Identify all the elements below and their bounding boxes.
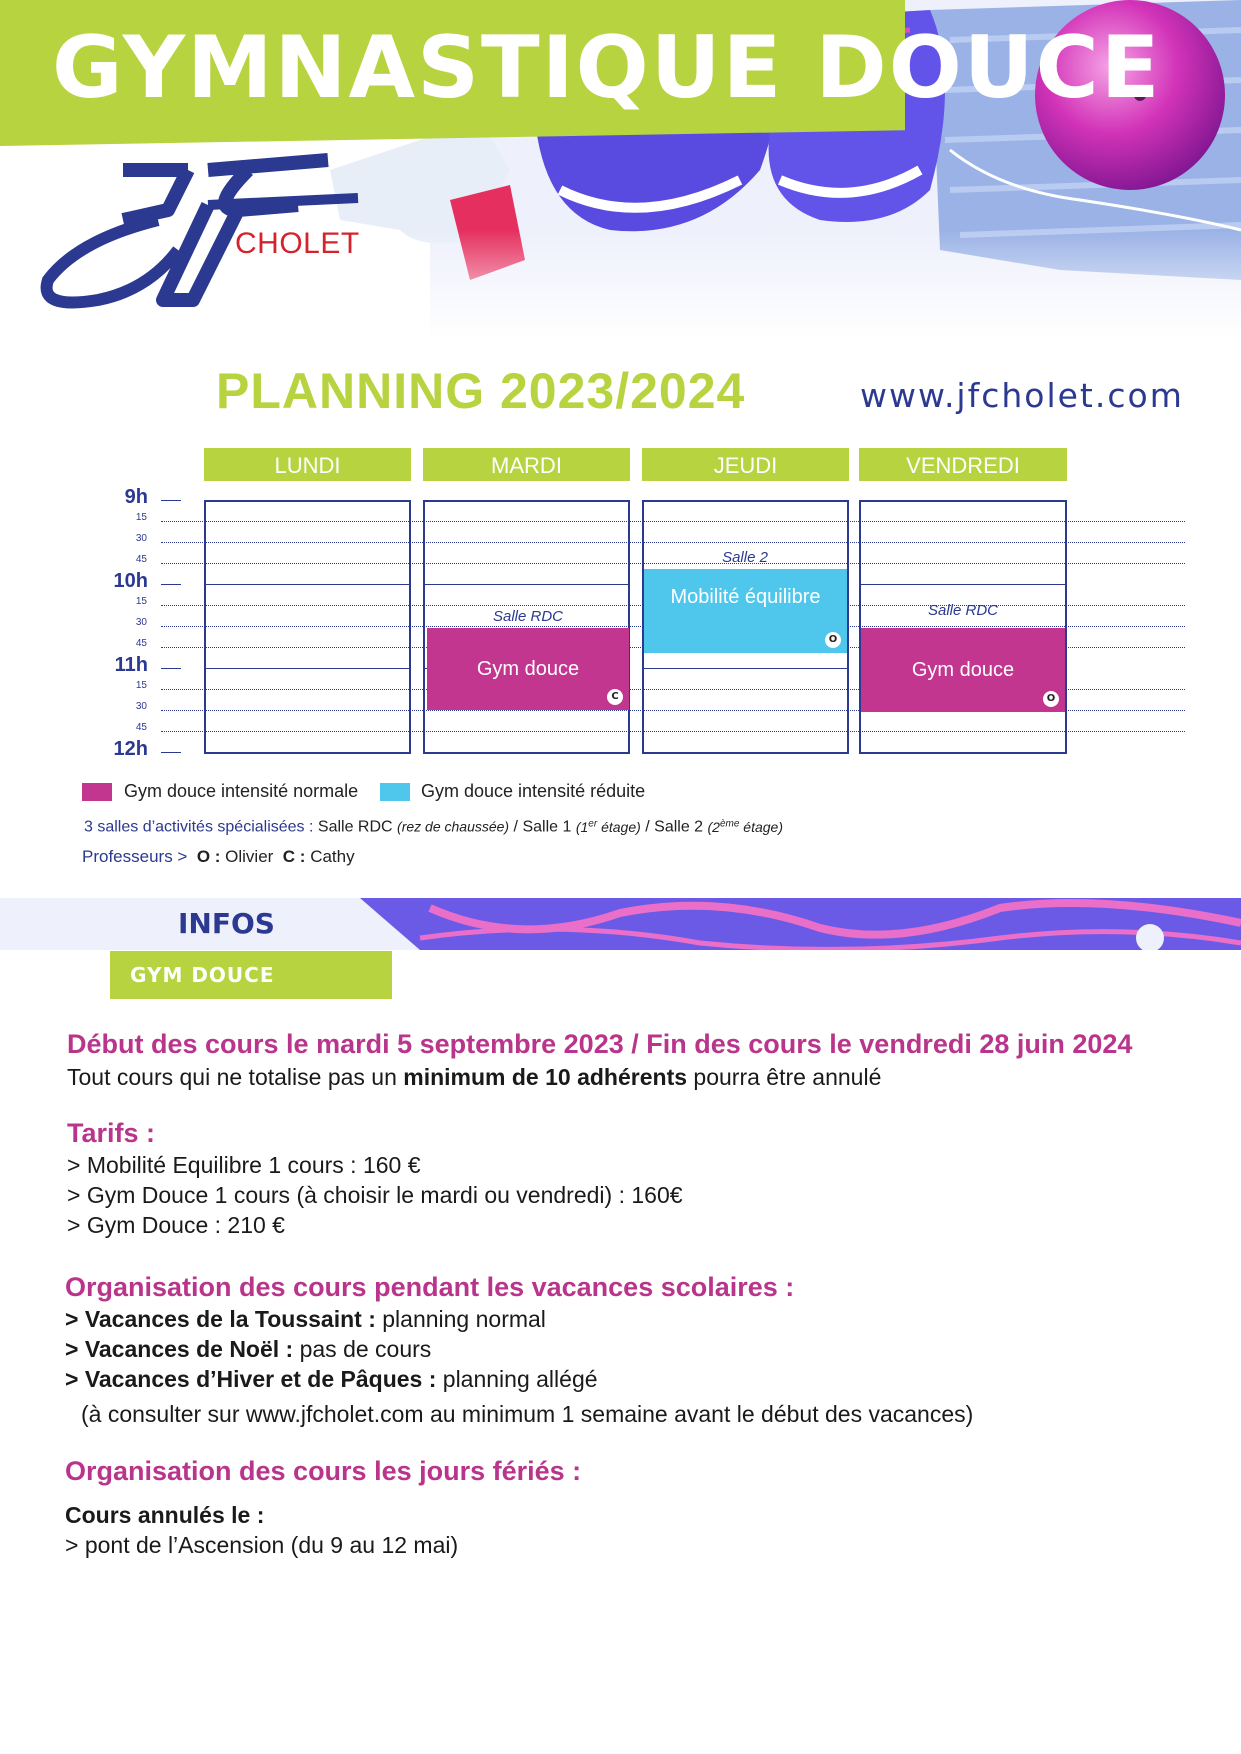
day-header-vendredi: VENDREDI bbox=[859, 448, 1067, 481]
minute-label: 30 bbox=[135, 701, 147, 712]
logo-wordmark: CHOLET bbox=[235, 227, 360, 260]
day-header-lundi: LUNDI bbox=[204, 448, 411, 481]
class-slot-label: Mobilité équilibre bbox=[670, 585, 821, 608]
room-1: Salle 1 bbox=[522, 818, 572, 836]
tarif-item: > Mobilité Equilibre 1 cours : 160 € bbox=[67, 1152, 421, 1178]
minute-label: 15 bbox=[135, 512, 147, 523]
hour-tick bbox=[161, 500, 181, 501]
tarif-item: > Gym Douce 1 cours (à choisir le mardi ou vendredi) : 160€ bbox=[67, 1182, 683, 1208]
prof-key-o: O : bbox=[196, 847, 221, 866]
feries-lead: Cours annulés le : bbox=[65, 1502, 265, 1528]
room-label-mardi: Salle RDC bbox=[492, 608, 564, 625]
day-header-mardi: MARDI bbox=[423, 448, 630, 481]
page-title: GYMNASTIQUE DOUCE bbox=[52, 18, 1162, 118]
legend-label-reduite: Gym douce intensité réduite bbox=[421, 781, 646, 801]
minute-label: 30 bbox=[135, 533, 147, 544]
tarifs-title: Tarifs : bbox=[67, 1118, 156, 1148]
separator: / bbox=[645, 818, 650, 836]
vacances-item: > Vacances d’Hiver et de Pâques : planning allégé bbox=[65, 1366, 598, 1392]
minute-label: 15 bbox=[135, 680, 147, 691]
minute-label: 15 bbox=[135, 596, 147, 607]
separator: / bbox=[513, 818, 518, 836]
prof-badge: O bbox=[825, 632, 841, 648]
day-column-mardi bbox=[423, 500, 630, 754]
room-label-jeudi: Salle 2 bbox=[722, 549, 768, 566]
gym-douce-tag-label: GYM DOUCE bbox=[130, 963, 275, 987]
hour-tick bbox=[161, 668, 181, 669]
planning-title: PLANNING 2023/2024 bbox=[216, 363, 746, 419]
hour-label-10h: 10h bbox=[113, 570, 148, 592]
hour-label-9h: 9h bbox=[124, 486, 148, 508]
minimum-members-note: Tout cours qui ne totalise pas un minimum de 10 adhérents pourra être annulé bbox=[67, 1064, 882, 1090]
room-label-vendredi: Salle RDC bbox=[927, 602, 999, 619]
room-2: Salle 2 bbox=[654, 818, 704, 836]
minute-label: 45 bbox=[135, 722, 147, 733]
prof-name-cathy: Cathy bbox=[310, 847, 355, 866]
hour-tick bbox=[161, 584, 181, 585]
professors-lead: Professeurs > bbox=[82, 847, 188, 866]
vacances-title: Organisation des cours pendant les vacances scolaires : bbox=[65, 1272, 795, 1302]
feries-item: > pont de l’Ascension (du 9 au 12 mai) bbox=[65, 1532, 459, 1558]
class-slot-mardi-gym-douce[interactable] bbox=[427, 628, 629, 710]
day-header-jeudi: JEUDI bbox=[642, 448, 849, 481]
prof-name-olivier: Olivier bbox=[225, 847, 274, 866]
legend-swatch-reduite bbox=[380, 783, 410, 801]
rooms-info-line bbox=[84, 818, 783, 837]
prof-key-c: C : bbox=[282, 847, 306, 866]
professors-line bbox=[82, 847, 355, 867]
class-slot-label: Gym douce bbox=[911, 658, 1015, 681]
rooms-lead: 3 salles d’activités spécialisées : bbox=[84, 818, 314, 836]
vacances-note: (à consulter sur www.jfcholet.com au minimum 1 semaine avant le début des vacances) bbox=[81, 1401, 974, 1427]
class-slot-jeudi-mobilite[interactable] bbox=[644, 569, 847, 653]
room-rdc: Salle RDC bbox=[317, 818, 393, 836]
feries-title: Organisation des cours les jours fériés : bbox=[65, 1456, 582, 1486]
legend-swatch-normale bbox=[82, 783, 112, 801]
class-slot-label: Gym douce bbox=[476, 657, 580, 680]
day-column-lundi bbox=[204, 500, 411, 754]
room-1-note: (1er étage) bbox=[575, 818, 641, 835]
tarif-item: > Gym Douce : 210 € bbox=[67, 1212, 285, 1238]
class-slot-vendredi-gym-douce[interactable] bbox=[861, 628, 1065, 712]
vacances-item: > Vacances de Noël : pas de cours bbox=[65, 1336, 432, 1362]
prof-badge: O bbox=[1043, 691, 1059, 707]
hour-tick bbox=[161, 752, 181, 753]
hour-label-12h: 12h bbox=[113, 738, 148, 760]
vacances-item: > Vacances de la Toussaint : planning normal bbox=[65, 1306, 546, 1332]
season-dates: Début des cours le mardi 5 septembre 2023 / Fin des cours le vendredi 28 juin 2024 bbox=[67, 1029, 1133, 1059]
day-column-vendredi bbox=[859, 500, 1067, 754]
room-2-note: (2ème étage) bbox=[707, 818, 784, 835]
infos-title: INFOS bbox=[178, 907, 275, 940]
minute-label: 45 bbox=[135, 638, 147, 649]
room-rdc-note: (rez de chaussée) bbox=[397, 818, 510, 835]
hour-label-11h: 11h bbox=[114, 654, 148, 676]
minute-label: 45 bbox=[135, 554, 147, 565]
prof-badge: C bbox=[607, 689, 623, 705]
legend-label-normale: Gym douce intensité normale bbox=[124, 781, 359, 801]
minute-label: 30 bbox=[135, 617, 147, 628]
website-link[interactable]: www.jfcholet.com bbox=[860, 376, 1184, 415]
